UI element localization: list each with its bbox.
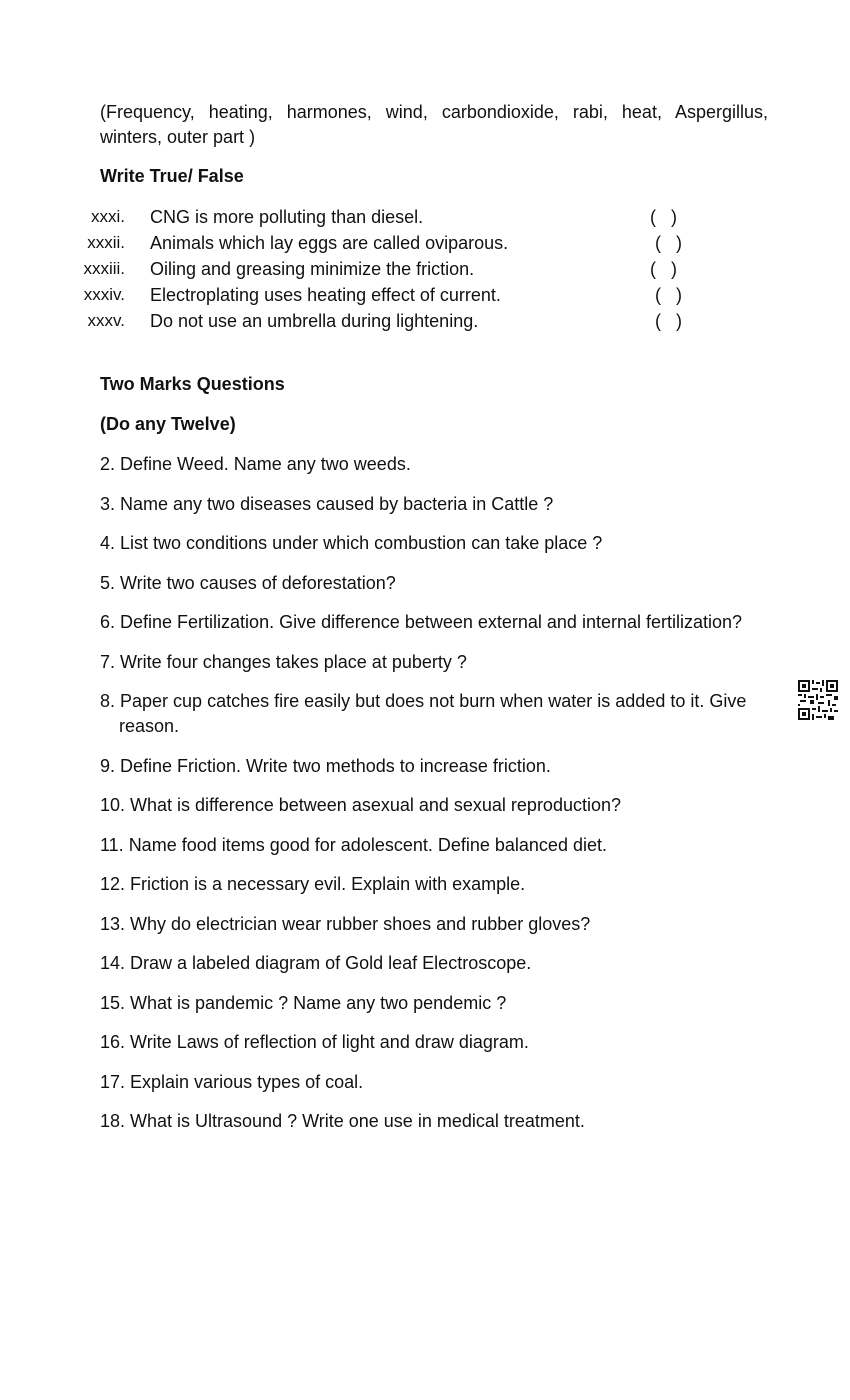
tf-answer-blank[interactable]: ( ) bbox=[650, 259, 677, 279]
question-item: 2. Define Weed. Name any two weeds. bbox=[100, 454, 411, 474]
tf-statement: Electroplating uses heating effect of current. bbox=[150, 285, 501, 305]
tf-statement: Do not use an umbrella during lightening. bbox=[150, 311, 479, 331]
tf-number: xxxiii. bbox=[83, 259, 125, 278]
question-item: 7. Write four changes takes place at puberty ? bbox=[100, 651, 467, 672]
question-item: 3. Name any two diseases caused by bacteria in Cattle ? bbox=[100, 493, 554, 514]
tf-item bbox=[0, 230, 850, 256]
tf-statement: Oiling and greasing minimize the friction. bbox=[150, 259, 475, 279]
two-marks-instruction: (Do any Twelve) bbox=[100, 414, 236, 434]
tf-item bbox=[0, 256, 850, 282]
question-item: 15. What is pandemic ? Name any two pendemic ? bbox=[100, 992, 507, 1013]
tf-answer-blank[interactable]: ( ) bbox=[650, 285, 682, 305]
tf-statement: Animals which lay eggs are called oviparous. bbox=[150, 233, 509, 253]
question-item: 11. Name food items good for adolescent. Define balanced diet. bbox=[100, 834, 607, 855]
question-item: 18. What is Ultrasound ? Write one use in medical treatment. bbox=[100, 1111, 585, 1131]
question-item: 17. Explain various types of coal. bbox=[100, 1071, 364, 1092]
tf-item bbox=[0, 204, 850, 230]
true-false-list bbox=[0, 204, 850, 334]
question-item: 8. Paper cup catches fire easily but does not burn when water is added to it. Give reason. bbox=[100, 691, 747, 736]
question-item: 10. What is difference between asexual and sexual reproduction? bbox=[100, 795, 621, 815]
tf-number: xxxi. bbox=[91, 207, 125, 226]
two-marks-heading: Two Marks Questions bbox=[100, 374, 285, 394]
question-item: 9. Define Friction. Write two methods to increase friction. bbox=[100, 755, 551, 776]
question-item: 12. Friction is a necessary evil. Explain with example. bbox=[100, 874, 526, 894]
question-item: 14. Draw a labeled diagram of Gold leaf Electroscope. bbox=[100, 953, 532, 973]
question-item: 6. Define Fertilization. Give difference between external and internal fertilization? bbox=[100, 612, 743, 632]
tf-statement: CNG is more polluting than diesel. bbox=[150, 207, 424, 227]
tf-item bbox=[0, 308, 850, 334]
tf-answer-blank[interactable]: ( ) bbox=[650, 233, 682, 253]
qr-code-icon[interactable] bbox=[798, 680, 838, 720]
tf-answer-blank[interactable]: ( ) bbox=[650, 207, 677, 227]
question-item: 5. Write two causes of deforestation? bbox=[100, 572, 396, 593]
question-item: 16. Write Laws of reflection of light and draw diagram. bbox=[100, 1032, 529, 1052]
tf-number: xxxii. bbox=[87, 233, 125, 252]
tf-number: xxxiv. bbox=[83, 285, 125, 304]
tf-item bbox=[0, 282, 850, 308]
question-item: 13. Why do electrician wear rubber shoes and rubber gloves? bbox=[100, 913, 591, 934]
true-false-heading: Write True/ False bbox=[100, 166, 244, 186]
question-list bbox=[100, 452, 768, 1149]
question-item: 4. List two conditions under which combustion can take place ? bbox=[100, 533, 603, 553]
tf-answer-blank[interactable]: ( ) bbox=[650, 311, 682, 331]
word-bank: (Frequency, heating, harmones, wind, carbondioxide, rabi, heat, Aspergillus, winters, outer part ) bbox=[100, 102, 768, 147]
tf-number: xxxv. bbox=[87, 311, 125, 330]
